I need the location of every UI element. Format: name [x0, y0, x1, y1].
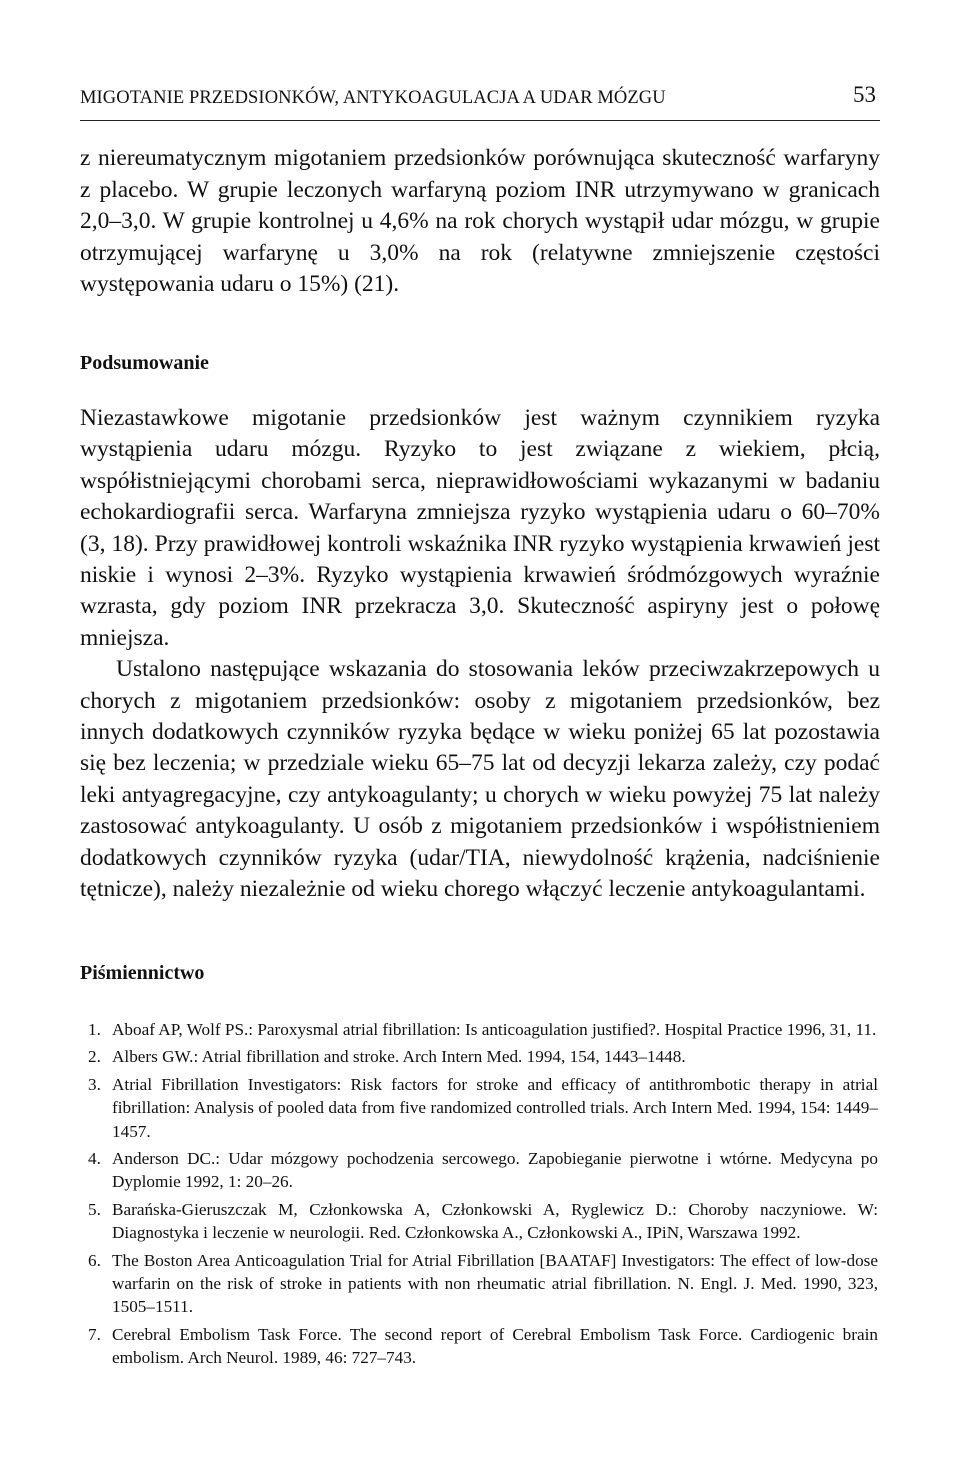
- reference-number: 7.: [88, 1324, 101, 1344]
- reference-text: Anderson DC.: Udar mózgowy pochodzenia sercowego. Zapobieganie pierwotne i wtórne. Medycyna po Dyplomie 1992, 1: 20–26.: [112, 1149, 878, 1192]
- reference-item: [80, 1045, 878, 1068]
- reference-item: [80, 1018, 878, 1041]
- reference-number: 1.: [88, 1020, 101, 1039]
- reference-number: 3.: [88, 1074, 101, 1094]
- reference-text: Cerebral Embolism Task Force. The second report of Cerebral Embolism Task Force. Cardiogenic brain embolism. Arch Neurol. 1989, 46: 727–743.: [112, 1324, 878, 1368]
- reference-text: The Boston Area Anticoagulation Trial for Atrial Fibrillation [BAATAF] Investigators: The effect of low-dose warfarin on the risk of stroke in patients with non rheumatic atrial fibrillation. N. Engl. J. Med. 1990, 323, 1505–1511.: [112, 1250, 878, 1317]
- reference-text: Aboaf AP, Wolf PS.: Paroxysmal atrial fibrillation: Is anticoagulation justified?. Hospital Practice 1996, 31, 11.: [112, 1020, 877, 1039]
- reference-item: [80, 1249, 878, 1319]
- reference-text: Albers GW.: Atrial fibrillation and stroke. Arch Intern Med. 1994, 154, 1443–1448.: [112, 1047, 686, 1067]
- reference-number: 5.: [88, 1199, 101, 1219]
- reference-number: 2.: [88, 1047, 101, 1067]
- page-number: 53: [853, 82, 876, 107]
- summary-paragraph-2: Ustalono następujące wskazania do stosowania leków przeciwzakrzepowych u chorych z migotaniem przedsionków: osoby z migotaniem przedsionków, bez innych dodatkowych czynników ryzyka będące w wieku poniżej 65 lat pozostawia się bez leczenia; w przedziale wieku 65–75 lat od decyzji lekarza zależy, czy podać leki antyagregacyjne, czy antykoagulanty; u chorych w wieku powyżej 75 lat należy zastosować antykoagulanty. U osób z migotaniem przedsionków i współistnieniem dodatkowych czynników ryzyka (udar/TIA, niewydolność krążenia, nadciśnienie tętnicze), należy niezależnie od wieku chorego włączyć leczenie antykoagulantami.: [80, 656, 880, 903]
- header-rule: [80, 120, 880, 121]
- references-heading: Piśmiennictwo: [80, 962, 205, 984]
- reference-item: [80, 1323, 878, 1370]
- reference-item: [80, 1073, 878, 1143]
- reference-text: Barańska-Gieruszczak M, Członkowska A, Członkowski A, Ryglewicz D.: Choroby naczyniowe. W: Diagnostyka i leczenie w neurologii. Red. Członkowska A., Członkowski A., IPiN, Warszawa 1992.: [112, 1199, 878, 1243]
- reference-text: Atrial Fibrillation Investigators: Risk factors for stroke and efficacy of antithrombotic therapy in atrial fibrillation: Analysis of pooled data from five randomized controlled trials. Arch Intern Med. 1994, 154: 1449–1457.: [112, 1074, 878, 1141]
- summary-paragraph-1: Niezastawkowe migotanie przedsionków jest ważnym czynnikiem ryzyka wystąpienia udaru mózgu. Ryzyko to jest związane z wiekiem, płcią, współistniejącymi chorobami serca, nieprawidłowościami wykazanymi w badaniu echokardiografii serca. Warfaryna zmniejsza ryzyko wystąpienia udaru o 60–70% (3, 18). Przy prawidłowej kontroli wskaźnika INR ryzyko wystąpienia krwawień jest niskie i wynosi 2–3%. Ryzyko wystąpienia krwawień śródmózgowych wyraźnie wzrasta, gdy poziom INR przekracza 3,0. Skuteczność aspiryny jest o połowę mniejsza.: [80, 405, 880, 651]
- reference-number: 6.: [88, 1250, 101, 1270]
- summary-body: [80, 403, 880, 906]
- running-title: MIGOTANIE PRZEDSIONKÓW, ANTYKOAGULACJA A UDAR MÓZGU: [80, 88, 666, 108]
- reference-number: 4.: [88, 1149, 101, 1169]
- reference-list: [80, 1018, 878, 1374]
- reference-item: [80, 1198, 878, 1245]
- intro-paragraph: z niereumatycznym migotaniem przedsionków porównująca skuteczność warfaryny z placebo. W grupie leczonych warfaryną poziom INR utrzymywano w granicach 2,0–3,0. W grupie kontrolnej u 4,6% na rok chorych wystąpił udar mózgu, w grupie otrzymującej warfarynę u 3,0% na rok (relatywne zmniejszenie częstości występowania udaru o 15%) (21).: [80, 145, 880, 298]
- reference-item: [80, 1147, 878, 1194]
- running-head: [80, 82, 880, 112]
- summary-heading: Podsumowanie: [80, 352, 209, 374]
